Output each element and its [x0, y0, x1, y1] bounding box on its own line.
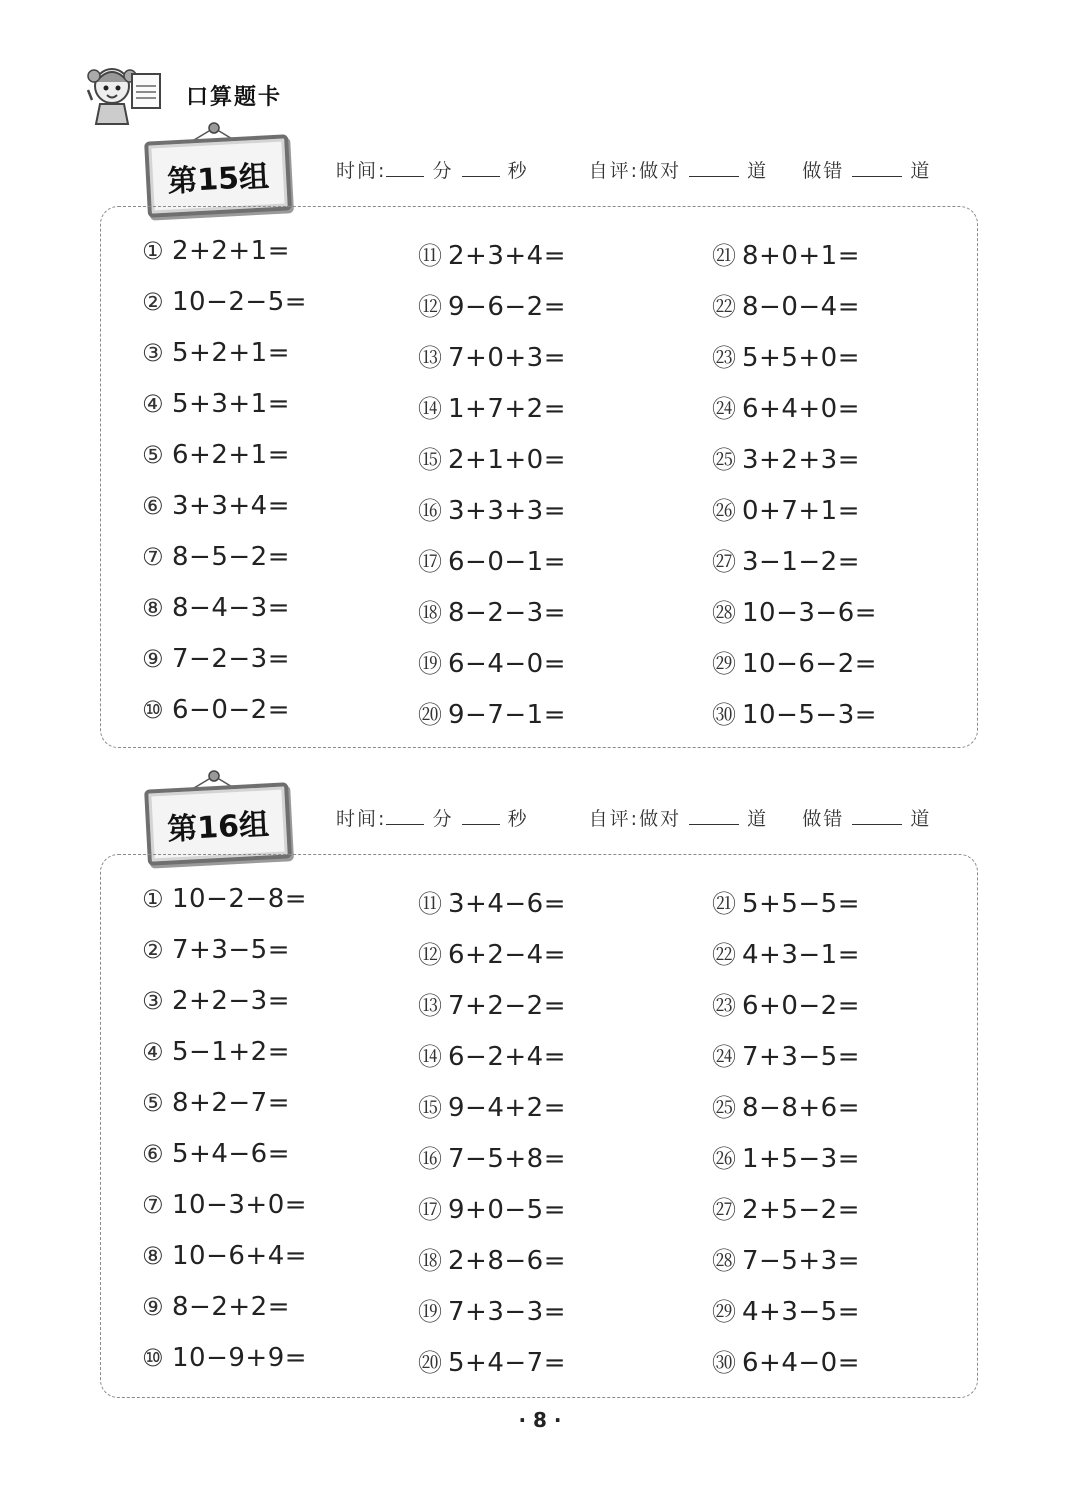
problem-number: ㉘	[712, 1247, 737, 1275]
problem-number: ㉚	[712, 1349, 737, 1377]
problem-expression: 8+2−7=	[172, 1088, 290, 1118]
arithmetic-problem	[418, 236, 566, 271]
problem-number: ㉕	[712, 446, 737, 474]
problem-expression: 10−6+4=	[172, 1241, 308, 1271]
arithmetic-problem	[142, 440, 290, 470]
arithmetic-problem	[712, 1292, 860, 1327]
problem-number: ㉓	[712, 992, 737, 1020]
wrong-label: 做错	[802, 160, 845, 182]
problem-number: ㉖	[712, 497, 737, 525]
score-record	[336, 156, 931, 183]
arithmetic-problem	[142, 389, 290, 419]
arithmetic-problem	[142, 884, 307, 914]
arithmetic-problem	[418, 986, 566, 1021]
minutes-blank[interactable]	[386, 162, 424, 177]
correct-blank[interactable]	[689, 162, 739, 177]
arithmetic-problem	[712, 1088, 860, 1123]
arithmetic-problem	[712, 1241, 860, 1276]
arithmetic-problem	[418, 593, 566, 628]
arithmetic-problem	[418, 491, 566, 526]
problem-number: ⑱	[418, 1247, 443, 1275]
arithmetic-problem	[712, 542, 860, 577]
arithmetic-problem	[418, 1190, 566, 1225]
problem-number: ⑬	[418, 344, 443, 372]
group-label-sign	[144, 768, 288, 858]
wrong-label: 做错	[802, 808, 845, 830]
arithmetic-problem	[418, 542, 566, 577]
seconds-label: 秒	[507, 808, 529, 830]
arithmetic-problem	[142, 1190, 307, 1220]
problem-number: ㉒	[712, 293, 737, 321]
problem-number: ④	[142, 1038, 165, 1066]
problem-number: ①	[142, 237, 165, 265]
problem-expression: 3+3+3=	[448, 496, 566, 526]
arithmetic-problem	[712, 935, 860, 970]
correct-unit: 道	[747, 808, 769, 830]
arithmetic-problem	[418, 1088, 566, 1123]
problem-expression: 10−5−3=	[742, 700, 878, 730]
problem-expression: 7−2−3=	[172, 644, 290, 674]
problem-number: ⑩	[142, 696, 165, 724]
problem-expression: 1+7+2=	[448, 394, 566, 424]
problem-expression: 7+2−2=	[448, 991, 566, 1021]
problem-number: ⑨	[142, 645, 165, 673]
arithmetic-problem	[142, 1088, 290, 1118]
problem-expression: 10−9+9=	[172, 1343, 308, 1373]
problem-number: ㉙	[712, 1298, 737, 1326]
problem-expression: 8−8+6=	[742, 1093, 860, 1123]
arithmetic-problem	[142, 1292, 290, 1322]
seconds-blank[interactable]	[462, 162, 500, 177]
problem-expression: 5+5+0=	[742, 343, 860, 373]
arithmetic-problem	[712, 1037, 860, 1072]
problem-number: ①	[142, 885, 165, 913]
problem-number: ⑧	[142, 594, 165, 622]
arithmetic-problem	[418, 1139, 566, 1174]
arithmetic-problem	[712, 1139, 860, 1174]
problem-expression: 6−0−2=	[172, 695, 290, 725]
problem-number: ⑯	[418, 1145, 443, 1173]
arithmetic-problem	[712, 593, 877, 628]
problem-expression: 8−4−3=	[172, 593, 290, 623]
arithmetic-problem	[142, 338, 290, 368]
problem-number: ⑰	[418, 548, 443, 576]
wrong-blank[interactable]	[852, 162, 902, 177]
arithmetic-problem	[418, 1292, 566, 1327]
arithmetic-problem	[712, 440, 860, 475]
group-label-sign	[144, 120, 288, 210]
problem-number: ⑤	[142, 1089, 165, 1117]
problem-expression: 8−0−4=	[742, 292, 860, 322]
wrong-unit: 道	[910, 160, 932, 182]
problem-number: ㉔	[712, 1043, 737, 1071]
problem-number: ㉗	[712, 548, 737, 576]
problem-expression: 5+4−6=	[172, 1139, 290, 1169]
arithmetic-problem	[712, 1190, 860, 1225]
problem-expression: 5+5−5=	[742, 889, 860, 919]
problem-number: ㉔	[712, 395, 737, 423]
problem-expression: 1+5−3=	[742, 1144, 860, 1174]
correct-blank[interactable]	[689, 810, 739, 825]
problem-expression: 3+2+3=	[742, 445, 860, 475]
arithmetic-problem	[418, 1241, 566, 1276]
arithmetic-problem	[712, 1343, 860, 1378]
arithmetic-problem	[142, 236, 290, 266]
problem-number: ⑥	[142, 492, 165, 520]
arithmetic-problem	[418, 1343, 566, 1378]
exercise-group-16	[100, 768, 978, 1400]
problem-expression: 6−0−1=	[448, 547, 566, 577]
problem-number: ⑤	[142, 441, 165, 469]
time-label: 时间:	[336, 808, 387, 830]
problem-number: ㉕	[712, 1094, 737, 1122]
arithmetic-problem	[712, 236, 860, 271]
problem-expression: 10−3−6=	[742, 598, 878, 628]
problem-expression: 6+2+1=	[172, 440, 290, 470]
problem-number: ⑯	[418, 497, 443, 525]
arithmetic-problem	[712, 491, 860, 526]
arithmetic-problem	[142, 542, 290, 572]
problem-number: ⑮	[418, 446, 443, 474]
arithmetic-problem	[418, 338, 566, 373]
page-number: · 8 ·	[518, 1408, 562, 1432]
group-title: 第16组	[144, 782, 292, 865]
wrong-unit: 道	[910, 808, 932, 830]
problem-number: ⑦	[142, 543, 165, 571]
time-label: 时间:	[336, 160, 387, 182]
problem-expression: 6+4+0=	[742, 394, 860, 424]
problem-expression: 7−5+8=	[448, 1144, 566, 1174]
problem-expression: 6−2+4=	[448, 1042, 566, 1072]
problem-expression: 7−5+3=	[742, 1246, 860, 1276]
problem-expression: 4+3−5=	[742, 1297, 860, 1327]
problem-expression: 8−2+2=	[172, 1292, 290, 1322]
problem-number: ㉒	[712, 941, 737, 969]
arithmetic-problem	[418, 389, 566, 424]
arithmetic-problem	[712, 644, 877, 679]
problem-expression: 9−7−1=	[448, 700, 566, 730]
problem-expression: 10−6−2=	[742, 649, 878, 679]
problem-number: ③	[142, 987, 165, 1015]
arithmetic-problem	[712, 695, 877, 730]
problem-expression: 6+2−4=	[448, 940, 566, 970]
minutes-label: 分	[432, 160, 454, 182]
problem-number: ⑥	[142, 1140, 165, 1168]
problem-number: ㉓	[712, 344, 737, 372]
arithmetic-problem	[142, 593, 290, 623]
correct-label: 自评:做对	[588, 808, 682, 830]
problem-expression: 8−2−3=	[448, 598, 566, 628]
problem-expression: 0+7+1=	[742, 496, 860, 526]
arithmetic-problem	[418, 440, 566, 475]
arithmetic-problem	[712, 338, 860, 373]
problem-expression: 2+2+1=	[172, 236, 290, 266]
problem-expression: 2+8−6=	[448, 1246, 566, 1276]
arithmetic-problem	[418, 884, 566, 919]
arithmetic-problem	[418, 935, 566, 970]
problem-expression: 2+1+0=	[448, 445, 566, 475]
problem-expression: 9+0−5=	[448, 1195, 566, 1225]
problem-number: ④	[142, 390, 165, 418]
arithmetic-problem	[142, 644, 290, 674]
problem-number: ⑧	[142, 1242, 165, 1270]
problem-number: ⑬	[418, 992, 443, 1020]
problem-expression: 10−2−8=	[172, 884, 308, 914]
exercise-group-15	[100, 120, 978, 750]
problem-number: ㉗	[712, 1196, 737, 1224]
problem-number: ⑭	[418, 1043, 443, 1071]
problem-expression: 5−1+2=	[172, 1037, 290, 1067]
minutes-blank[interactable]	[386, 810, 424, 825]
problem-number: ⑨	[142, 1293, 165, 1321]
arithmetic-problem	[142, 986, 290, 1016]
arithmetic-problem	[712, 884, 860, 919]
problem-expression: 5+2+1=	[172, 338, 290, 368]
problem-expression: 7+3−3=	[448, 1297, 566, 1327]
arithmetic-problem	[142, 935, 290, 965]
problem-expression: 3−1−2=	[742, 547, 860, 577]
minutes-label: 分	[432, 808, 454, 830]
problem-number: ⑦	[142, 1191, 165, 1219]
problem-expression: 9−4+2=	[448, 1093, 566, 1123]
problem-number: ②	[142, 936, 165, 964]
problem-expression: 7+3−5=	[742, 1042, 860, 1072]
problem-number: ㉑	[712, 890, 737, 918]
problem-expression: 6−4−0=	[448, 649, 566, 679]
problem-expression: 2+5−2=	[742, 1195, 860, 1225]
arithmetic-problem	[142, 287, 307, 317]
problem-expression: 7+0+3=	[448, 343, 566, 373]
problem-number: ⑳	[418, 701, 443, 729]
problem-number: ⑲	[418, 650, 443, 678]
correct-label: 自评:做对	[588, 160, 682, 182]
problem-number: ⑫	[418, 293, 443, 321]
problem-number: ⑫	[418, 941, 443, 969]
problem-number: ⑪	[418, 890, 443, 918]
wrong-blank[interactable]	[852, 810, 902, 825]
problem-number: ③	[142, 339, 165, 367]
arithmetic-problem	[712, 389, 860, 424]
problem-number: ㉘	[712, 599, 737, 627]
problem-expression: 5+3+1=	[172, 389, 290, 419]
arithmetic-problem	[142, 1241, 307, 1271]
score-record	[336, 804, 931, 831]
problem-expression: 6+4−0=	[742, 1348, 860, 1378]
arithmetic-problem	[418, 1037, 566, 1072]
problem-expression: 7+3−5=	[172, 935, 290, 965]
problem-number: ㉚	[712, 701, 737, 729]
arithmetic-problem	[142, 695, 290, 725]
problem-number: ⑱	[418, 599, 443, 627]
arithmetic-problem	[142, 1037, 290, 1067]
problem-number: ⑰	[418, 1196, 443, 1224]
problem-expression: 6+0−2=	[742, 991, 860, 1021]
seconds-label: 秒	[507, 160, 529, 182]
problem-expression: 4+3−1=	[742, 940, 860, 970]
group-title: 第15组	[144, 134, 292, 217]
problem-number: ㉖	[712, 1145, 737, 1173]
problem-expression: 2+3+4=	[448, 241, 566, 271]
book-title: 口算题卡	[186, 85, 283, 110]
problem-number: ⑲	[418, 1298, 443, 1326]
problem-number: ②	[142, 288, 165, 316]
arithmetic-problem	[142, 1343, 307, 1373]
seconds-blank[interactable]	[462, 810, 500, 825]
problem-number: ㉙	[712, 650, 737, 678]
problem-number: ⑭	[418, 395, 443, 423]
problem-expression: 8+0+1=	[742, 241, 860, 271]
arithmetic-problem	[418, 695, 566, 730]
problem-number: ⑩	[142, 1344, 165, 1372]
arithmetic-problem	[142, 1139, 290, 1169]
problem-expression: 10−3+0=	[172, 1190, 308, 1220]
problem-number: ㉑	[712, 242, 737, 270]
arithmetic-problem	[418, 287, 566, 322]
problem-expression: 2+2−3=	[172, 986, 290, 1016]
problem-expression: 3+4−6=	[448, 889, 566, 919]
problem-number: ⑮	[418, 1094, 443, 1122]
problem-expression: 5+4−7=	[448, 1348, 566, 1378]
problem-expression: 10−2−5=	[172, 287, 308, 317]
arithmetic-problem	[712, 986, 860, 1021]
arithmetic-problem	[712, 287, 860, 322]
problem-expression: 9−6−2=	[448, 292, 566, 322]
arithmetic-problem	[142, 491, 290, 521]
correct-unit: 道	[747, 160, 769, 182]
problem-number: ⑪	[418, 242, 443, 270]
problem-number: ⑳	[418, 1349, 443, 1377]
arithmetic-problem	[418, 644, 566, 679]
problem-expression: 8−5−2=	[172, 542, 290, 572]
problem-expression: 3+3+4=	[172, 491, 290, 521]
